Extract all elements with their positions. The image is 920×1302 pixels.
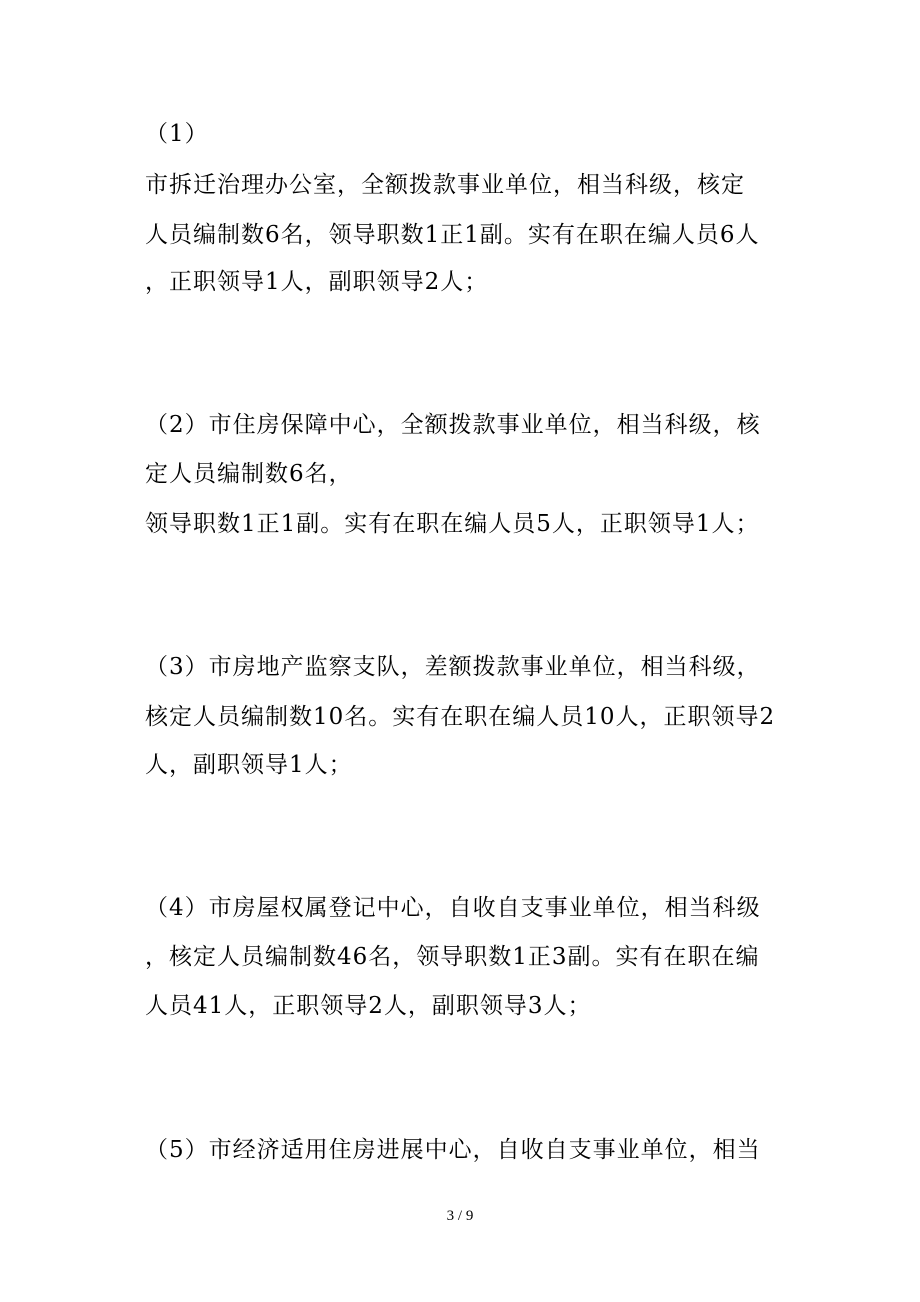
paragraph-1-line-4: ，正职领导1人，副职领导2人； bbox=[145, 269, 489, 295]
paragraph-2-line-2: 定人员编制数6名， bbox=[145, 461, 353, 487]
paragraph-3-line-3: 人，副职领导1人； bbox=[145, 752, 353, 778]
paragraph-4-line-3: 人员41人，正职领导2人，副职领导3人； bbox=[145, 993, 592, 1019]
paragraph-1-line-1: （1） bbox=[145, 121, 209, 147]
paragraph-2-line-3: 领导职数1正1副。实有在职在编人员5人，正职领导1人； bbox=[145, 511, 760, 537]
paragraph-3-line-1: （3）市房地产监察支队，差额拨款事业单位，相当科级， bbox=[145, 654, 761, 680]
paragraph-4-line-2: ，核定人员编制数46名，领导职数1正3副。实有在职在编 bbox=[145, 944, 760, 970]
paragraph-3-line-2: 核定人员编制数10名。实有在职在编人员10人，正职领导2 bbox=[145, 704, 776, 730]
paragraph-5-line-1: （5）市经济适用住房进展中心，自收自支事业单位，相当 bbox=[145, 1137, 761, 1163]
paragraph-2-line-1: （2）市住房保障中心，全额拨款事业单位，相当科级，核 bbox=[145, 412, 761, 438]
paragraph-4-line-1: （4）市房屋权属登记中心，自收自支事业单位，相当科级 bbox=[145, 895, 761, 921]
page-number: 3 / 9 bbox=[446, 1208, 474, 1224]
paragraph-1-line-2: 市拆迁治理办公室，全额拨款事业单位，相当科级，核定 bbox=[145, 172, 745, 198]
paragraph-1-line-3: 人员编制数6名，领导职数1正1副。实有在职在编人员6人 bbox=[145, 222, 760, 248]
